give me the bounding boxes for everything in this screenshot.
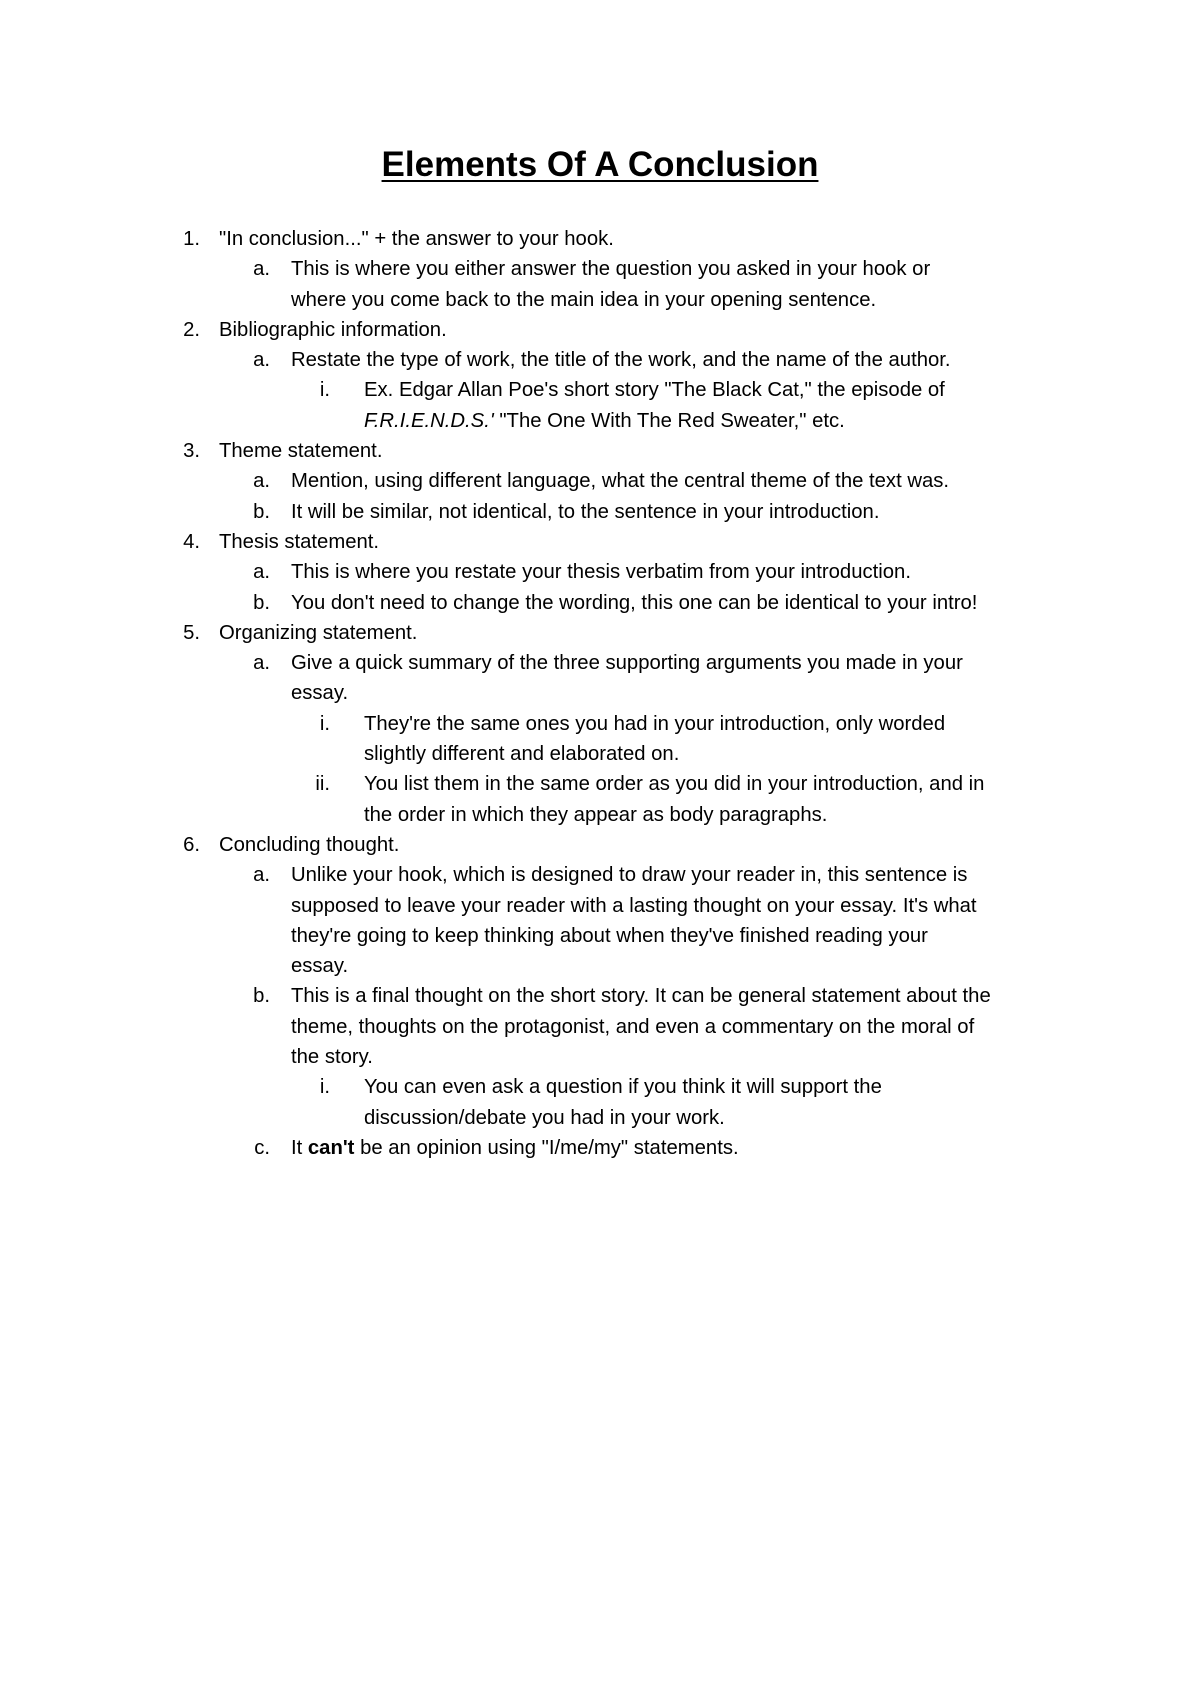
roman-marker: i. [319,712,330,735]
text-run: be an opinion using "I/me/my" statements. [354,1136,739,1159]
document-title: Elements Of A Conclusion [381,145,819,184]
list-item [0,527,1200,557]
roman-marker: i. [319,1076,330,1099]
sub-list-marker: b. [253,500,270,523]
sub-sub-list-item-continuation [0,406,1200,436]
sub-list-marker: a. [253,258,270,281]
list-item [0,436,1200,466]
sub-list-item [0,345,1200,375]
episode-title-text: "The One With The Red Sweater," etc. [493,409,845,432]
sub-list-marker: c. [254,1136,270,1159]
sub-list-item-text: Give a quick summary of the three supporting arguments you made in your [291,652,963,675]
sub-sub-list-item-text: the order in which they appear as body paragraphs. [364,803,828,826]
sub-sub-list-item-continuation [0,800,1200,830]
sub-sub-list-item [0,709,1200,739]
sub-sub-list-item [0,375,1200,405]
sub-sub-list-item-continuation [0,739,1200,769]
list-number: 2. [183,318,200,341]
sub-list-item-continuation [0,921,1200,951]
sub-list-item-text: This is where you either answer the question you asked in your hook or [291,258,931,281]
sub-sub-list-item-text: discussion/debate you had in your work. [364,1106,725,1129]
list-number: 5. [183,621,200,644]
sub-list-item-text: This is a final thought on the short story. It can be general statement about the [291,985,991,1008]
sub-sub-list-item-text: You list them in the same order as you did in your introduction, and in [364,773,985,796]
sub-list-item-text: You don't need to change the wording, this one can be identical to your intro! [291,591,978,614]
sub-list-item-continuation [0,1042,1200,1072]
sub-sub-list-item-continuation [0,1103,1200,1133]
sub-list-marker: a. [253,349,270,372]
sub-list-item-text: essay. [291,682,349,705]
list-item [0,618,1200,648]
sub-list-item [0,1133,1200,1163]
sub-sub-list-item [0,1072,1200,1102]
roman-marker: ii. [315,773,330,796]
list-item-text: "In conclusion..." + the answer to your hook. [219,228,614,250]
outline-list [0,224,1200,1163]
sub-list-item [0,981,1200,1011]
list-number: 3. [183,440,200,463]
sub-list-item-text [291,1133,739,1163]
sub-list-marker: a. [253,561,270,584]
sub-list-item-continuation [0,951,1200,981]
sub-list-item [0,557,1200,587]
list-number: 6. [183,833,200,856]
sub-list-item [0,466,1200,496]
list-item [0,224,1200,254]
sub-list-marker: a. [253,652,270,675]
sub-list-item [0,648,1200,678]
sub-list-item-continuation [0,678,1200,708]
sub-sub-list-item-text: slightly different and elaborated on. [364,743,680,766]
sub-list-item-text: essay. [291,955,349,978]
show-title-italic: F.R.I.E.N.D.S.' [364,409,494,432]
list-item-text: Organizing statement. [219,621,418,644]
sub-list-item-text: the story. [291,1046,373,1069]
list-item [0,830,1200,860]
roman-marker: i. [319,379,330,402]
sub-list-marker: a. [253,470,270,493]
list-item-text: Bibliographic information. [219,318,447,341]
sub-list-item [0,860,1200,890]
sub-list-item-text: It will be similar, not identical, to the sentence in your introduction. [291,500,880,523]
list-item-text: Theme statement. [219,440,383,463]
sub-list-item-continuation [0,285,1200,315]
sub-list-item-text: where you come back to the main idea in your opening sentence. [291,288,877,311]
sub-sub-list-item-text: You can even ask a question if you think it will support the [364,1076,882,1099]
sub-sub-list-item-text: Ex. Edgar Allan Poe's short story "The Black Cat," the episode of [364,379,945,402]
sub-list-item [0,254,1200,284]
sub-list-item-text: Unlike your hook, which is designed to draw your reader in, this sentence is [291,864,968,887]
list-item-text: Thesis statement. [219,530,380,553]
list-number: 4. [183,530,200,553]
sub-list-item-text: they're going to keep thinking about when they've finished reading your [291,924,928,947]
list-item [0,315,1200,345]
sub-list-item [0,497,1200,527]
emphasis-bold: can't [307,1136,355,1159]
sub-list-item-text: supposed to leave your reader with a lasting thought on your essay. It's what [291,894,977,917]
sub-list-item-text: Restate the type of work, the title of the work, and the name of the author. [291,349,951,372]
sub-sub-list-item [0,769,1200,799]
sub-sub-list-item-text: They're the same ones you had in your introduction, only worded [364,712,946,735]
list-item-text: Concluding thought. [219,833,400,856]
sub-list-marker: b. [253,985,270,1008]
text-run: It [291,1136,308,1159]
sub-sub-list-item-text [364,406,845,436]
sub-list-item-text: Mention, using different language, what the central theme of the text was. [291,470,950,493]
sub-list-marker: a. [253,864,270,887]
list-number: 1. [183,228,200,250]
sub-list-item [0,588,1200,618]
sub-list-item-text: theme, thoughts on the protagonist, and even a commentary on the moral of [291,1015,975,1038]
sub-list-marker: b. [253,591,270,614]
sub-list-item-continuation [0,891,1200,921]
sub-list-item-continuation [0,1012,1200,1042]
sub-list-item-text: This is where you restate your thesis verbatim from your introduction. [291,561,911,584]
